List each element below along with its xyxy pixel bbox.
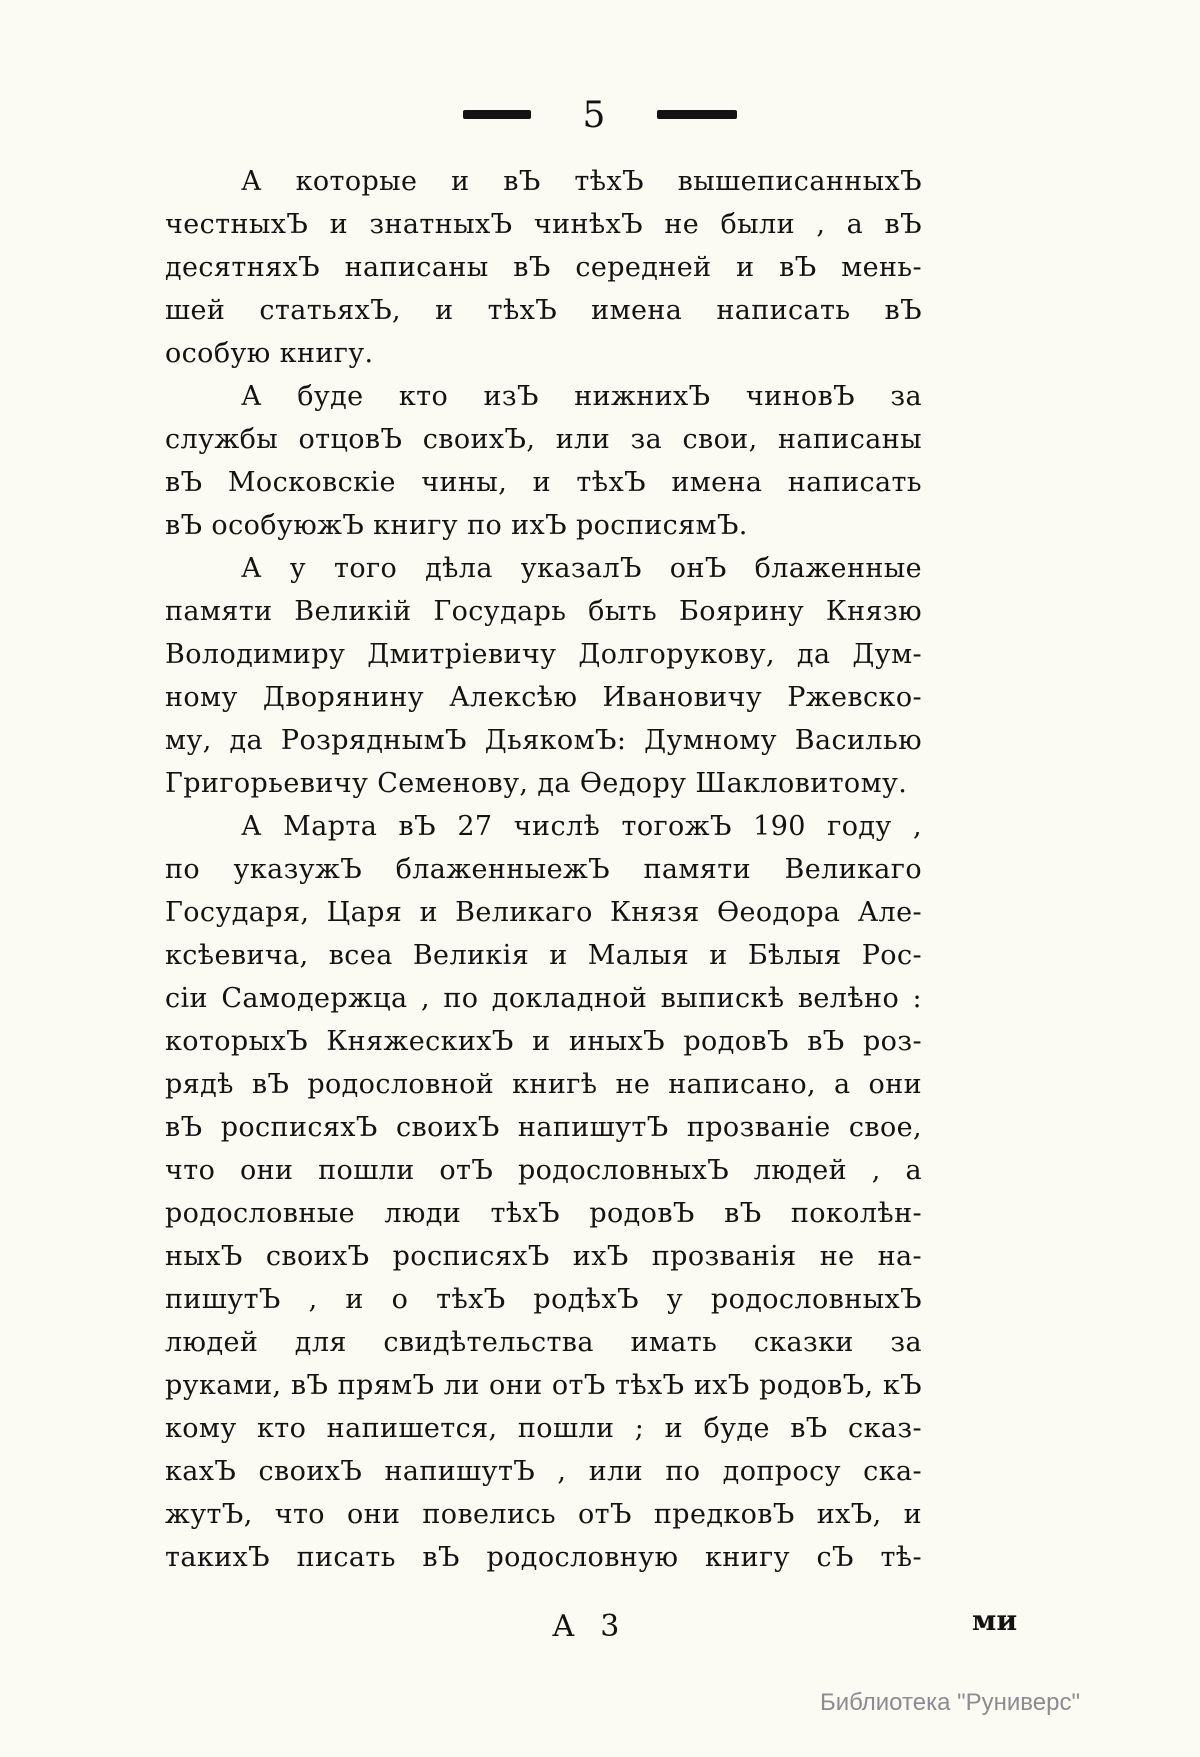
paragraph xyxy=(165,160,922,375)
text-line: кахЪ своихЪ напишутЪ , или по допросу ска- xyxy=(165,1456,922,1487)
text-line: вЪ росписяхЪ своихЪ напишутЪ прозваніе свое, xyxy=(165,1112,922,1143)
text-line: Государя, Царя и Великаго Князя Ѳеодора Але- xyxy=(165,897,922,928)
text-line: А у того дѣла указалЪ онЪ блаженные xyxy=(241,553,922,584)
text-line: Володимиру Дмитріевичу Долгорукову, да Дум- xyxy=(165,639,922,670)
text-line: шей статьяхЪ, и тѣхЪ имена написать вЪ xyxy=(165,295,922,326)
text-line: такихЪ писать вЪ родословную книгу сЪ тѣ- xyxy=(165,1542,922,1573)
library-watermark: Библиотека "Руниверс" xyxy=(819,1689,1080,1716)
catchword: ми xyxy=(972,1604,1018,1637)
text-line: ксѣевича, всеа Великія и Малыя и Бѣлыя Рос- xyxy=(165,940,922,971)
text-line: му, да РозряднымЪ ДьякомЪ: Думному Василью xyxy=(165,725,922,756)
paragraph xyxy=(165,547,922,805)
page-header xyxy=(0,95,1200,136)
text-line: А которые и вЪ тѣхЪ вышеписанныхЪ xyxy=(241,166,922,197)
text-line: А Марта вЪ 27 числѣ тогожЪ 190 году , xyxy=(241,811,922,842)
text-line: что они пошли отЪ родословныхЪ людей , а xyxy=(165,1155,922,1186)
text-line: родословные люди тѣхЪ родовЪ вЪ поколѣн- xyxy=(165,1198,922,1229)
page-footer xyxy=(0,1606,1200,1652)
text-line: честныхЪ и знатныхЪ чинѣхЪ не были , а вЪ xyxy=(165,209,922,240)
text-line: по указужЪ блаженныежЪ памяти Великаго xyxy=(165,854,922,885)
text-line: кому кто напишется, пошли ; и буде вЪ сказ- xyxy=(165,1413,922,1444)
text-line: жутЪ, что они повелись отЪ предковЪ ихЪ, и xyxy=(165,1499,922,1530)
text-line: вЪ особуюжЪ книгу по ихЪ росписямЪ. xyxy=(165,510,748,541)
text-line: памяти Великій Государь быть Боярину Князю xyxy=(165,596,922,627)
text-line: десятняхЪ написаны вЪ середней и вЪ мень- xyxy=(165,252,922,283)
text-line: вЪ Московскіе чины, и тѣхЪ имена написать xyxy=(165,467,922,498)
text-line: Григорьевичу Семенову, да Ѳедору Шакловитому. xyxy=(165,768,908,799)
paragraph xyxy=(165,375,922,547)
text-line: особую книгу. xyxy=(165,338,374,369)
header-rule-right xyxy=(657,110,737,119)
text-line: ныхЪ своихЪ росписяхЪ ихЪ прозванія не на- xyxy=(165,1241,922,1272)
text-line: рядѣ вЪ родословной книгѣ не написано, а они xyxy=(165,1069,922,1100)
paragraph xyxy=(165,805,922,1579)
page-number: 5 xyxy=(582,95,606,136)
text-line: которыхЪ КняжескихЪ и иныхЪ родовЪ вЪ роз- xyxy=(165,1026,922,1057)
text-line: ному Дворянину Алексѣю Ивановичу Ржевско- xyxy=(165,682,922,713)
text-line: службы отцовЪ своихЪ, или за свои, написаны xyxy=(165,424,922,455)
signature-mark: А 3 xyxy=(552,1609,620,1644)
text-line: сіи Самодержца , по докладной выпискѣ велѣно : xyxy=(165,983,922,1014)
text-line: руками, вЪ прямЪ ли они отЪ тѣхЪ ихЪ родовЪ, кЪ xyxy=(165,1370,922,1401)
text-block xyxy=(165,160,922,1579)
text-line: А буде кто изЪ нижнихЪ чиновЪ за xyxy=(241,381,922,412)
header-rule-left xyxy=(463,110,531,119)
text-line: людей для свидѣтельства имать сказки за xyxy=(165,1327,922,1358)
text-line: пишутЪ , и о тѣхЪ родѣхЪ у родословныхЪ xyxy=(165,1284,922,1315)
